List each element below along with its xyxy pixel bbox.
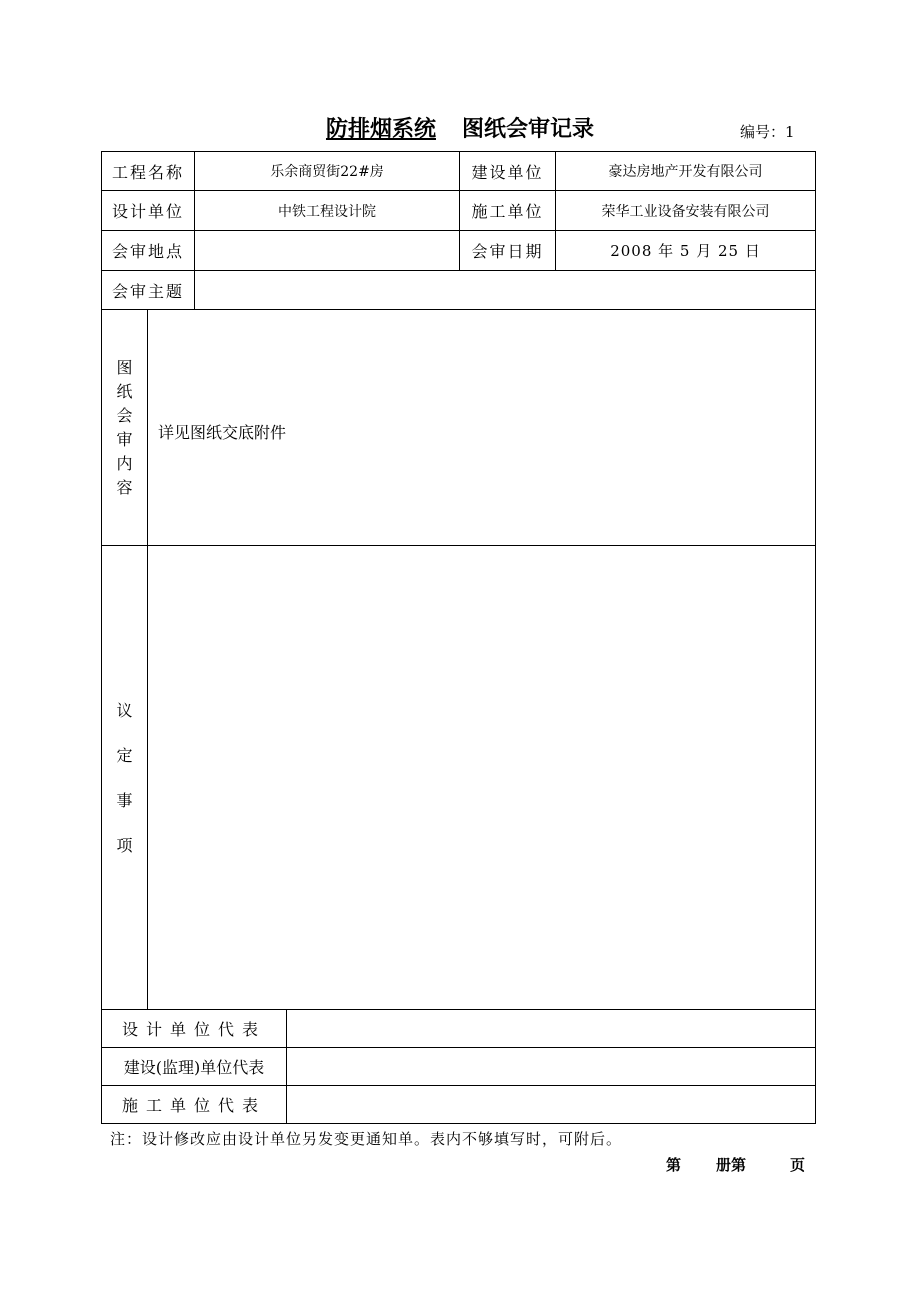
serial-value: 1 — [785, 123, 795, 141]
construction-rep-value — [287, 1086, 816, 1124]
construction-rep-label: 施工单位代表 — [102, 1086, 287, 1124]
review-place-label: 会审地点 — [102, 231, 195, 271]
designer-value: 中铁工程设计院 — [195, 191, 460, 231]
builder-label: 建设单位 — [460, 152, 556, 191]
page-footer-volume-page: 册第 — [716, 1156, 747, 1174]
build-rep-label: 建设(监理)单位代表 — [102, 1048, 287, 1086]
decision-content — [148, 546, 816, 1010]
build-rep-value — [287, 1048, 816, 1086]
page-footer — [666, 1154, 805, 1175]
review-date-label: 会审日期 — [460, 231, 556, 271]
page-footer-volume: 第 — [666, 1156, 682, 1174]
project-name-value: 乐余商贸街22#房 — [195, 152, 460, 191]
design-rep-value — [287, 1010, 816, 1048]
review-place-value — [195, 231, 460, 271]
project-name-label: 工程名称 — [102, 152, 195, 191]
serial-number — [740, 121, 795, 142]
review-content-label-char: 纸 — [116, 381, 133, 401]
title-record: 图纸会审记录 — [462, 117, 595, 142]
footnote: 注：设计修改应由设计单位另发变更通知单。表内不够填写时，可附后。 — [110, 1130, 623, 1148]
title-system: 防排烟系统 — [325, 117, 436, 142]
review-topic-label: 会审主题 — [102, 271, 195, 310]
review-content-label-char: 会 — [116, 405, 133, 425]
review-content-label-char: 容 — [116, 477, 133, 497]
decision-label-char: 事 — [116, 790, 133, 810]
decision-label — [102, 546, 148, 1010]
serial-label: 编号： — [740, 123, 786, 141]
page-footer-page: 页 — [790, 1156, 806, 1174]
review-content-label-char: 图 — [116, 357, 133, 377]
decision-label-char: 项 — [116, 835, 133, 855]
review-content-label-char: 审 — [116, 429, 133, 449]
review-record-table — [101, 151, 816, 1124]
review-content-label — [102, 310, 148, 546]
review-content: 详见图纸交底附件 — [148, 310, 816, 546]
designer-label: 设计单位 — [102, 191, 195, 231]
review-content-label-char: 内 — [116, 453, 133, 473]
decision-label-char: 定 — [116, 745, 133, 765]
review-topic-value — [195, 271, 816, 310]
builder-value: 豪达房地产开发有限公司 — [556, 152, 816, 191]
contractor-value: 荣华工业设备安装有限公司 — [556, 191, 816, 231]
decision-label-char: 议 — [116, 700, 133, 720]
design-rep-label: 设计单位代表 — [102, 1010, 287, 1048]
contractor-label: 施工单位 — [460, 191, 556, 231]
review-date-value: 2008 年 5 月 25 日 — [556, 231, 816, 271]
